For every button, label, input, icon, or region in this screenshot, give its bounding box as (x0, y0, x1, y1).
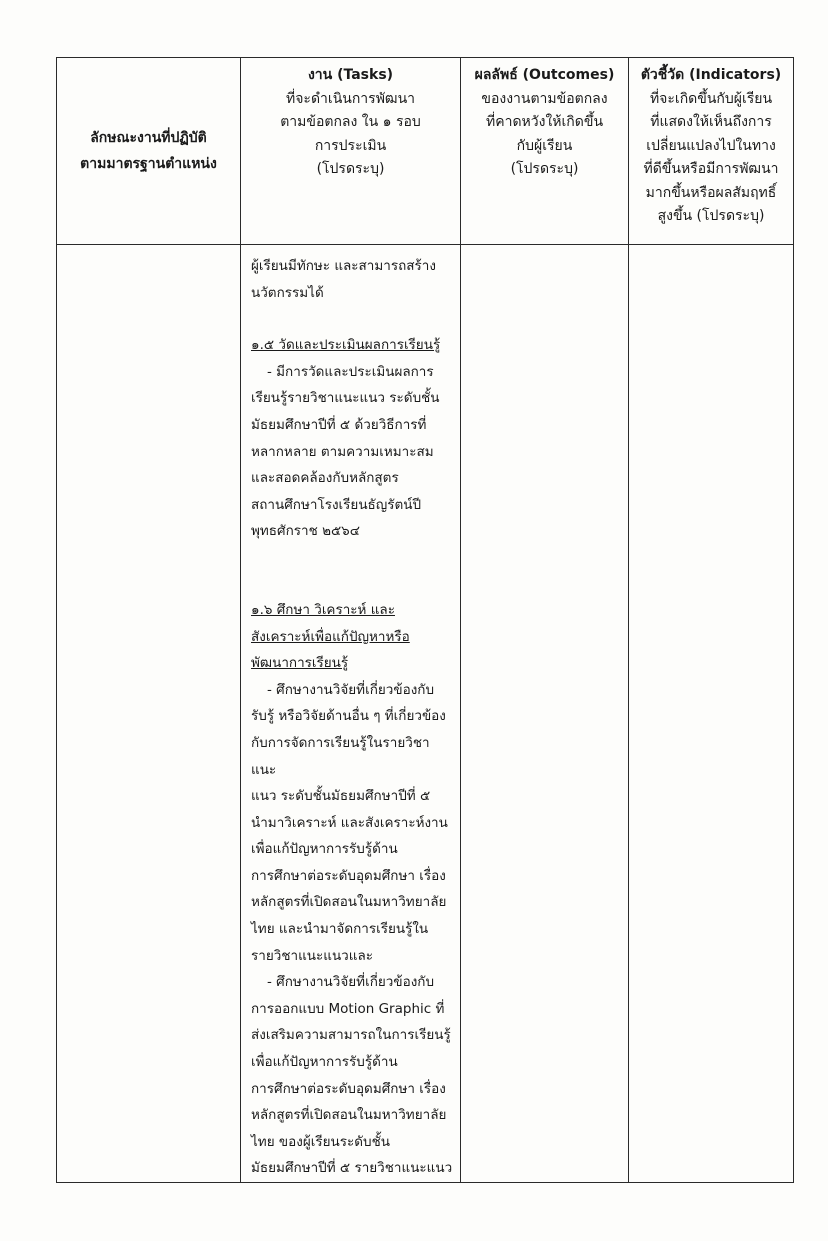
task-line: นวัตกรรมได้ (251, 284, 324, 301)
task-line: - มีการวัดและประเมินผลการ (267, 363, 434, 380)
header-outcomes (461, 58, 629, 245)
header-line: ของงานตามข้อตกลง (481, 90, 608, 107)
task-line: ไทย ของผู้เรียนระดับชั้น (251, 1133, 390, 1150)
task-line: รายวิชาแนะแนวและ (251, 947, 373, 964)
task-line: รับรู้ หรือวิจัยด้านอื่น ๆ ที่เกี่ยวข้อง (251, 708, 446, 725)
header-title: ผลลัพธ์ (Outcomes) (474, 67, 615, 83)
cell-outcomes (461, 245, 629, 1183)
task-line: มัธยมศึกษาปีที่ ๕ ด้วยวิธีการที่ (251, 416, 427, 433)
header-line: ที่ดีขึ้นหรือมีการพัฒนา (643, 161, 779, 177)
agreement-table (56, 57, 794, 1183)
section-1-6-title: พัฒนาการเรียนรู้ (251, 655, 349, 672)
task-line: และสอดคล้องกับหลักสูตร (251, 470, 399, 487)
header-title: ตัวชี้วัด (Indicators) (640, 67, 782, 83)
header-tasks (241, 58, 461, 245)
task-line: หลากหลาย ตามความเหมาะสม (251, 443, 434, 460)
section-1-5-title: ๑.๕ วัดและประเมินผลการเรียนรู้ (251, 337, 441, 354)
header-line: (โปรดระบุ) (316, 161, 385, 177)
cell-job-characteristics (57, 245, 241, 1183)
header-line: (โปรดระบุ) (510, 161, 579, 177)
task-line: สถานศึกษาโรงเรียนธัญรัตน์ปี (251, 496, 422, 513)
task-line: หลักสูตรที่เปิดสอนในมหาวิทยาลัย (251, 1107, 447, 1124)
header-line: กับผู้เรียน (516, 137, 573, 154)
table-body-row (57, 245, 794, 1183)
header-line: ตามมาตรฐานตำแหน่ง (80, 156, 217, 172)
header-title: งาน (Tasks) (307, 67, 394, 83)
header-job-characteristics (57, 58, 241, 245)
header-line: ที่จะดำเนินการพัฒนา (286, 90, 415, 107)
header-line: ที่คาดหวังให้เกิดขึ้น (485, 114, 604, 130)
task-line: - ศึกษางานวิจัยที่เกี่ยวข้องกับ (267, 681, 435, 698)
task-line: เรียนรู้รายวิชาแนะแนว ระดับชั้น (251, 390, 440, 407)
task-line: การศึกษาต่อระดับอุดมศึกษา เรื่อง (251, 867, 446, 884)
task-line: ไทย และนำมาจัดการเรียนรู้ใน (251, 921, 429, 938)
cell-tasks (241, 245, 461, 1183)
task-line: แนว ระดับชั้นมัธยมศึกษาปีที่ ๕ (251, 788, 431, 805)
task-line: กับการจัดการเรียนรู้ในรายวิชาแนะ (251, 734, 430, 778)
header-line: ลักษณะงานที่ปฏิบัติ (90, 130, 207, 146)
cell-indicators (629, 245, 794, 1183)
header-line: ที่จะเกิดขึ้นกับผู้เรียน (649, 90, 773, 107)
task-line: ผู้เรียนมีทักษะ และสามารถสร้าง (251, 258, 436, 274)
task-line: เพื่อแก้ปัญหาการรับรู้ด้าน (251, 841, 398, 858)
header-line: ตามข้อตกลง ใน ๑ รอบ (280, 114, 421, 130)
task-line: มัธยมศึกษาปีที่ ๕ รายวิชาแนะแนว (251, 1160, 453, 1177)
task-line: - ศึกษางานวิจัยที่เกี่ยวข้องกับ (267, 974, 435, 991)
section-1-6-title: สังเคราะห์เพื่อแก้ปัญหาหรือ (251, 628, 410, 645)
table-header-row (57, 58, 794, 245)
header-line: เปลี่ยนแปลงไปในทาง (646, 137, 776, 154)
task-line: นำมาวิเคราะห์ และสังเคราะห์งาน (251, 814, 448, 831)
header-line: การประเมิน (314, 137, 387, 154)
task-line: พุทธศักราช ๒๕๖๔ (251, 523, 360, 540)
task-line: ส่งเสริมความสามารถในการเรียนรู้ (251, 1027, 451, 1044)
task-line: เพื่อแก้ปัญหาการรับรู้ด้าน (251, 1054, 398, 1071)
header-line: สูงขึ้น (โปรดระบุ) (657, 208, 765, 224)
task-line: หลักสูตรที่เปิดสอนในมหาวิทยาลัย (251, 894, 447, 911)
section-1-6-title: ๑.๖ ศึกษา วิเคราะห์ และ (251, 601, 395, 618)
task-line: การศึกษาต่อระดับอุดมศึกษา เรื่อง (251, 1080, 446, 1097)
task-line: การออกแบบ Motion Graphic ที่ (251, 1000, 445, 1017)
header-line: มากขึ้นหรือผลสัมฤทธิ์ (645, 184, 777, 201)
header-indicators (629, 58, 794, 245)
header-line: ที่แสดงให้เห็นถึงการ (650, 114, 772, 130)
